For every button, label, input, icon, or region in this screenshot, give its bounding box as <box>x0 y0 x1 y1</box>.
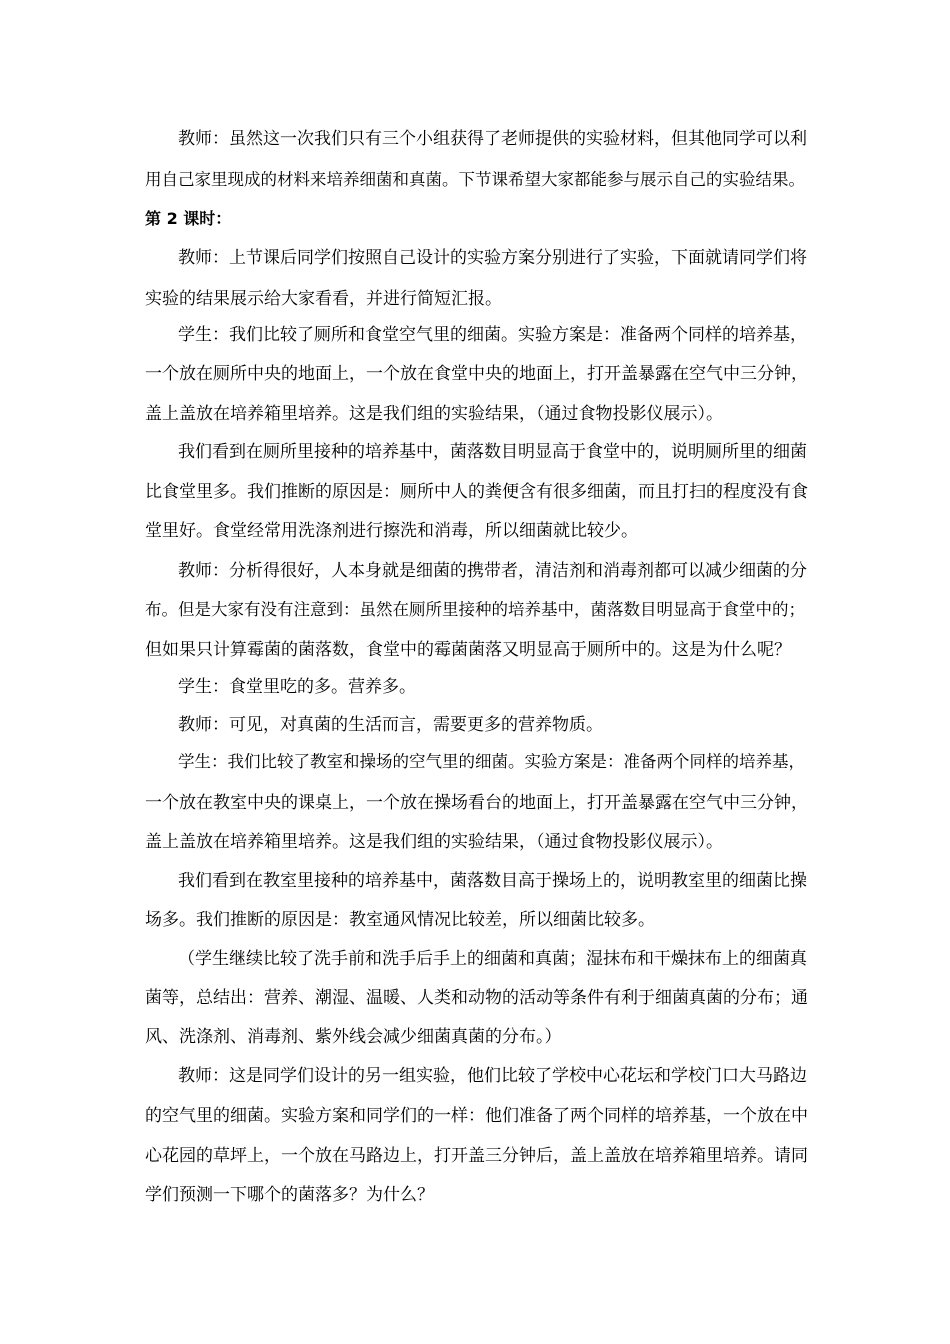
paragraph-line: 用自己家里现成的材料来培养细菌和真菌。下节课希望大家都能参与展示自己的实验结果。 <box>145 170 805 189</box>
paragraph-line: 布。但是大家有没有注意到：虽然在厕所里接种的培养基中，菌落数目明显高于食堂中的； <box>145 600 805 619</box>
paragraph-line: 实验的结果展示给大家看看，并进行简短汇报。 <box>145 289 502 309</box>
paragraph-line: 但如果只计算霉菌的菌落数，食堂中的霉菌菌落又明显高于厕所中的。这是为什么呢？ <box>145 640 791 660</box>
paragraph-line: 心花园的草坪上，一个放在马路边上，打开盖三分钟后，盖上盖放在培养箱里培养。请同 <box>145 1146 808 1166</box>
paragraph-line: 比食堂里多。我们推断的原因是：厕所中人的粪便含有很多细菌，而且打扫的程度没有食 <box>145 482 808 502</box>
paragraph-line: 学们预测一下哪个的菌落多？为什么？ <box>145 1185 434 1205</box>
paragraph-line: 一个放在教室中央的课桌上，一个放在操场看台的地面上，打开盖暴露在空气中三分钟， <box>145 793 808 813</box>
section-heading: 第 2 课时： <box>145 209 232 228</box>
paragraph-line: 风、洗涤剂、消毒剂、紫外线会减少细菌真菌的分布。） <box>145 1027 562 1047</box>
paragraph-line: 教师：虽然这一次我们只有三个小组获得了老师提供的实验材料，但其他同学可以利 <box>178 129 807 149</box>
paragraph-line: 的空气里的细菌。实验方案和同学们的一样：他们准备了两个同样的培养基，一个放在中 <box>145 1106 808 1126</box>
paragraph-line: 教师：上节课后同学们按照自己设计的实验方案分别进行了实验，下面就请同学们将 <box>178 248 807 268</box>
paragraph-line: 盖上盖放在培养箱里培养。这是我们组的实验结果，（通过食物投影仪展示）。 <box>145 404 723 424</box>
paragraph-line: 学生：我们比较了教室和操场的空气里的细菌。实验方案是：准备两个同样的培养基， <box>178 752 805 771</box>
paragraph-line: 菌等，总结出：营养、潮湿、温暖、人类和动物的活动等条件有利于细菌真菌的分布；通 <box>145 988 808 1008</box>
paragraph-line: 学生：我们比较了厕所和食堂空气里的细菌。实验方案是：准备两个同样的培养基， <box>178 325 807 345</box>
paragraph-line: 场多。我们推断的原因是：教室通风情况比较差，所以细菌比较多。 <box>145 910 655 930</box>
paragraph-line: 盖上盖放在培养箱里培养。这是我们组的实验结果，（通过食物投影仪展示）。 <box>145 832 723 852</box>
paragraph-line: 一个放在厕所中央的地面上，一个放在食堂中央的地面上，打开盖暴露在空气中三分钟， <box>145 364 808 384</box>
paragraph-line: 我们看到在教室里接种的培养基中，菌落数目高于操场上的，说明教室里的细菌比操 <box>178 871 807 891</box>
paragraph-line: 堂里好。食堂经常用洗涤剂进行擦洗和消毒，所以细菌就比较少。 <box>145 521 638 541</box>
paragraph-line: 教师：这是同学们设计的另一组实验，他们比较了学校中心花坛和学校门口大马路边 <box>178 1066 807 1086</box>
paragraph-line: 教师：可见，对真菌的生活而言，需要更多的营养物质。 <box>178 715 603 735</box>
paragraph-line: （学生继续比较了洗手前和洗手后手上的细菌和真菌；湿抹布和干燥抹布上的细菌真 <box>178 949 807 969</box>
paragraph-line: 教师：分析得很好，人本身就是细菌的携带者，清洁剂和消毒剂都可以减少细菌的分 <box>178 561 807 581</box>
paragraph-line: 我们看到在厕所里接种的培养基中，菌落数目明显高于食堂中的，说明厕所里的细菌 <box>178 442 807 462</box>
paragraph-line: 学生：食堂里吃的多。营养多。 <box>178 677 416 697</box>
